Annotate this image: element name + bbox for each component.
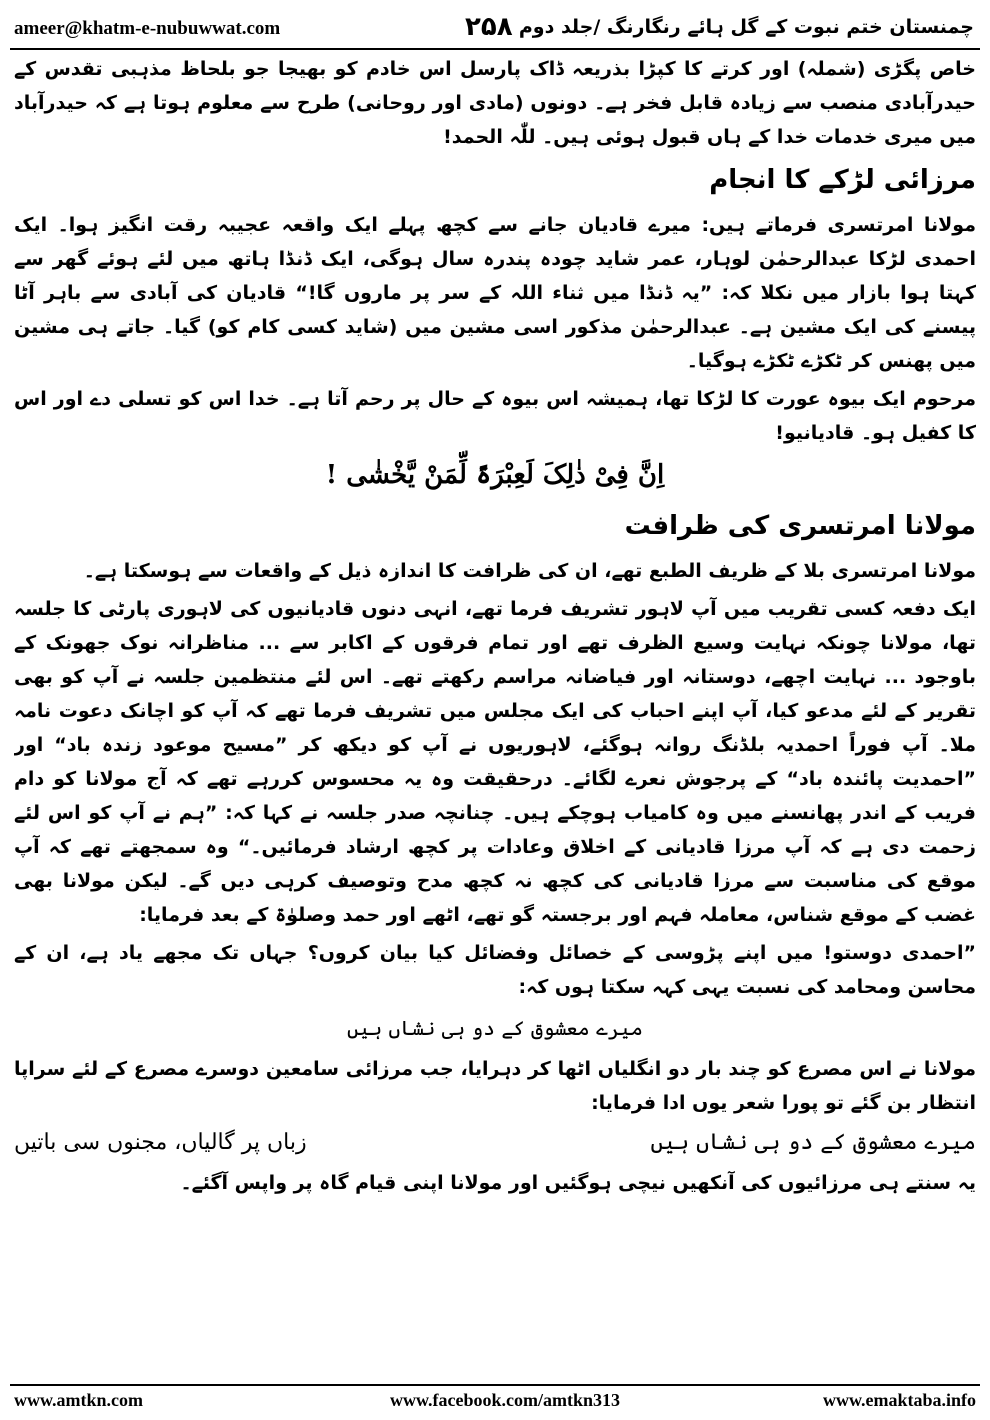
page-footer: [10, 1390, 980, 1414]
paragraph-2: مولانا امرتسری فرماتے ہیں: میرے قادیان جانے سے کچھ پہلے ایک واقعہ عجیبہ رقت انگیز ہوا۔ ایک احمدی لڑکا عبدالرحمٰن لوہار، عمر شاید چودہ پندرہ سال ہوگی، ایک ڈنڈا ہاتھ میں لئے ہوئے گھر سے کہتا ہوا بازار میں نکلا کہ: ”یہ ڈنڈا میں ثناء اللہ کے سر پر ماروں گا!“ قادیان کی آبادی سے باہر آٹا پیسنے کی ایک مشین ہے۔ عبدالرحمٰن مذکور اسی مشین میں (شاید کسی کام کو) گیا۔ جاتے ہی مشین میں پھنس کر ٹکڑے ٹکڑے ہوگیا۔: [14, 214, 976, 372]
verse-line-1: میرے معشوق کے دو ہی نشاں ہیں: [347, 1016, 643, 1040]
header-email: ameer@khatm-e-nubuwwat.com: [14, 18, 281, 39]
footer-link-emaktaba[interactable]: www.emaktaba.info: [822, 1390, 976, 1410]
paragraph-4: مولانا امرتسری بلا کے ظریف الطبع تھے، ان کی ظرافت کا اندازہ ذیل کے واقعات سے ہوسکتا ہے۔: [83, 560, 976, 582]
verse-couplet: [14, 1124, 976, 1162]
footer-link-facebook[interactable]: www.facebook.com/amtkn313: [390, 1390, 620, 1410]
footer-link-amtkn[interactable]: www.amtkn.com: [14, 1390, 143, 1410]
quran-verse: اِنَّ فِیْ ذٰلِکَ لَعِبْرَۃً لِّمَنْ یَّخْشٰی !: [325, 460, 665, 490]
paragraph-5: ایک دفعہ کسی تقریب میں آپ لاہور تشریف فرما تھے، انہی دنوں قادیانیوں کی لاہوری پارٹی کا جلسہ تھا، مولانا چونکہ نہایت وسیع الظرف تھے اور تمام فرقوں کے اکابر سے ... مناظرانہ نوک جھونک کے باوجود ... نہایت اچھے، دوستانہ اور فیاضانہ مراسم رکھتے تھے۔ اس لئے منتظمین جلسہ نے آپ کو بھی تقریر کے لئے مدعو کیا، آپ اپنے احباب کی ایک مجلس میں تشریف فرما تھے کہ آپ کو اچانک دعوت نامہ ملا۔ آپ فوراً احمدیہ بلڈنگ روانہ ہوگئے، لاہوریوں نے آپ کو دیکھ کر ”مسیح موعود زندہ باد“ اور ”احمدیت پائندہ باد“ کے پرجوش نعرے لگائے۔ درحقیقت وہ یہ محسوس کررہے تھے کہ آج مولانا کو دام فریب کے اندر پھانسنے میں وہ کامیاب ہوچکے ہیں۔ چنانچہ صدر جلسہ نے کہا کہ: ”ہم نے آپ کو اس لئے زحمت دی ہے کہ آپ مرزا قادیانی کے اخلاق وعادات پر کچھ ارشاد فرمائیں۔“ وہ سمجھتے تھے کہ آپ موقع کی مناسبت سے مرزا قادیانی کی کچھ نہ کچھ مدح وتوصیف کرہی دیں گے۔ لیکن مولانا بھی غضب کے موقع شناس، معاملہ فہم اور برجستہ گو تھے، اٹھے اور حمد وصلوٰۃ کے بعد فرمایا:: [14, 598, 976, 926]
footer-divider: [10, 1384, 980, 1386]
paragraph-3: مرحوم ایک بیوہ عورت کا لڑکا تھا، ہمیشہ اس بیوہ کے حال پر رحم آتا ہے۔ خدا اس کو تسلی دے اور اس کا کفیل ہو۔ قادیانیو!: [14, 388, 976, 444]
heading-mirzai-boy: مرزائی لڑکے کا انجام: [709, 165, 976, 195]
paragraph-7: مولانا نے اس مصرع کو چند بار دو انگلیاں اٹھا کر دہرایا، جب مرزائی سامعین دوسرے مصرع کے لئے سراپا انتظار بن گئے تو پورا شعر یوں ادا فرمایا:: [14, 1058, 976, 1114]
couplet-second-half: زباں پر گالیاں، مجنوں سی باتیں: [14, 1130, 307, 1155]
header-divider: [10, 48, 980, 50]
page-header: [10, 14, 980, 48]
paragraph-1: خاص پگڑی (شملہ) اور کرتے کا کپڑا بذریعہ ڈاک پارسل اس خادم کو بھیجا جو بلحاظ مذہبی تقدس کے حیدرآبادی منصب سے زیادہ قابل فخر ہے۔ دونوں (مادی اور روحانی) طرح سے معلوم ہوتا ہے کہ حیدرآباد میں میری خدمات خدا کے ہاں قبول ہوئی ہیں۔ للّٰہ الحمد!: [14, 58, 976, 148]
heading-wit: مولانا امرتسری کی ظرافت: [624, 511, 976, 541]
page-number: ۲۵۸: [465, 12, 513, 42]
paragraph-8: یہ سنتے ہی مرزائیوں کی آنکھیں نیچی ہوگئیں اور مولانا اپنی قیام گاہ پر واپس آگئے۔: [180, 1172, 976, 1194]
paragraph-6: ”احمدی دوستو! میں اپنے پڑوسی کے خصائل وفضائل کیا بیان کروں؟ جہاں تک مجھے یاد ہے، ان کے محاسن ومحامد کی نسبت یہی کہہ سکتا ہوں کہ:: [14, 942, 976, 998]
couplet-first-half: میرے معشوق کے دو ہی نشاں ہیں: [650, 1130, 976, 1155]
book-title: چمنستان ختم نبوت کے گل ہائے رنگارنگ /جلد دوم: [518, 16, 974, 38]
page-body: [14, 52, 976, 1377]
